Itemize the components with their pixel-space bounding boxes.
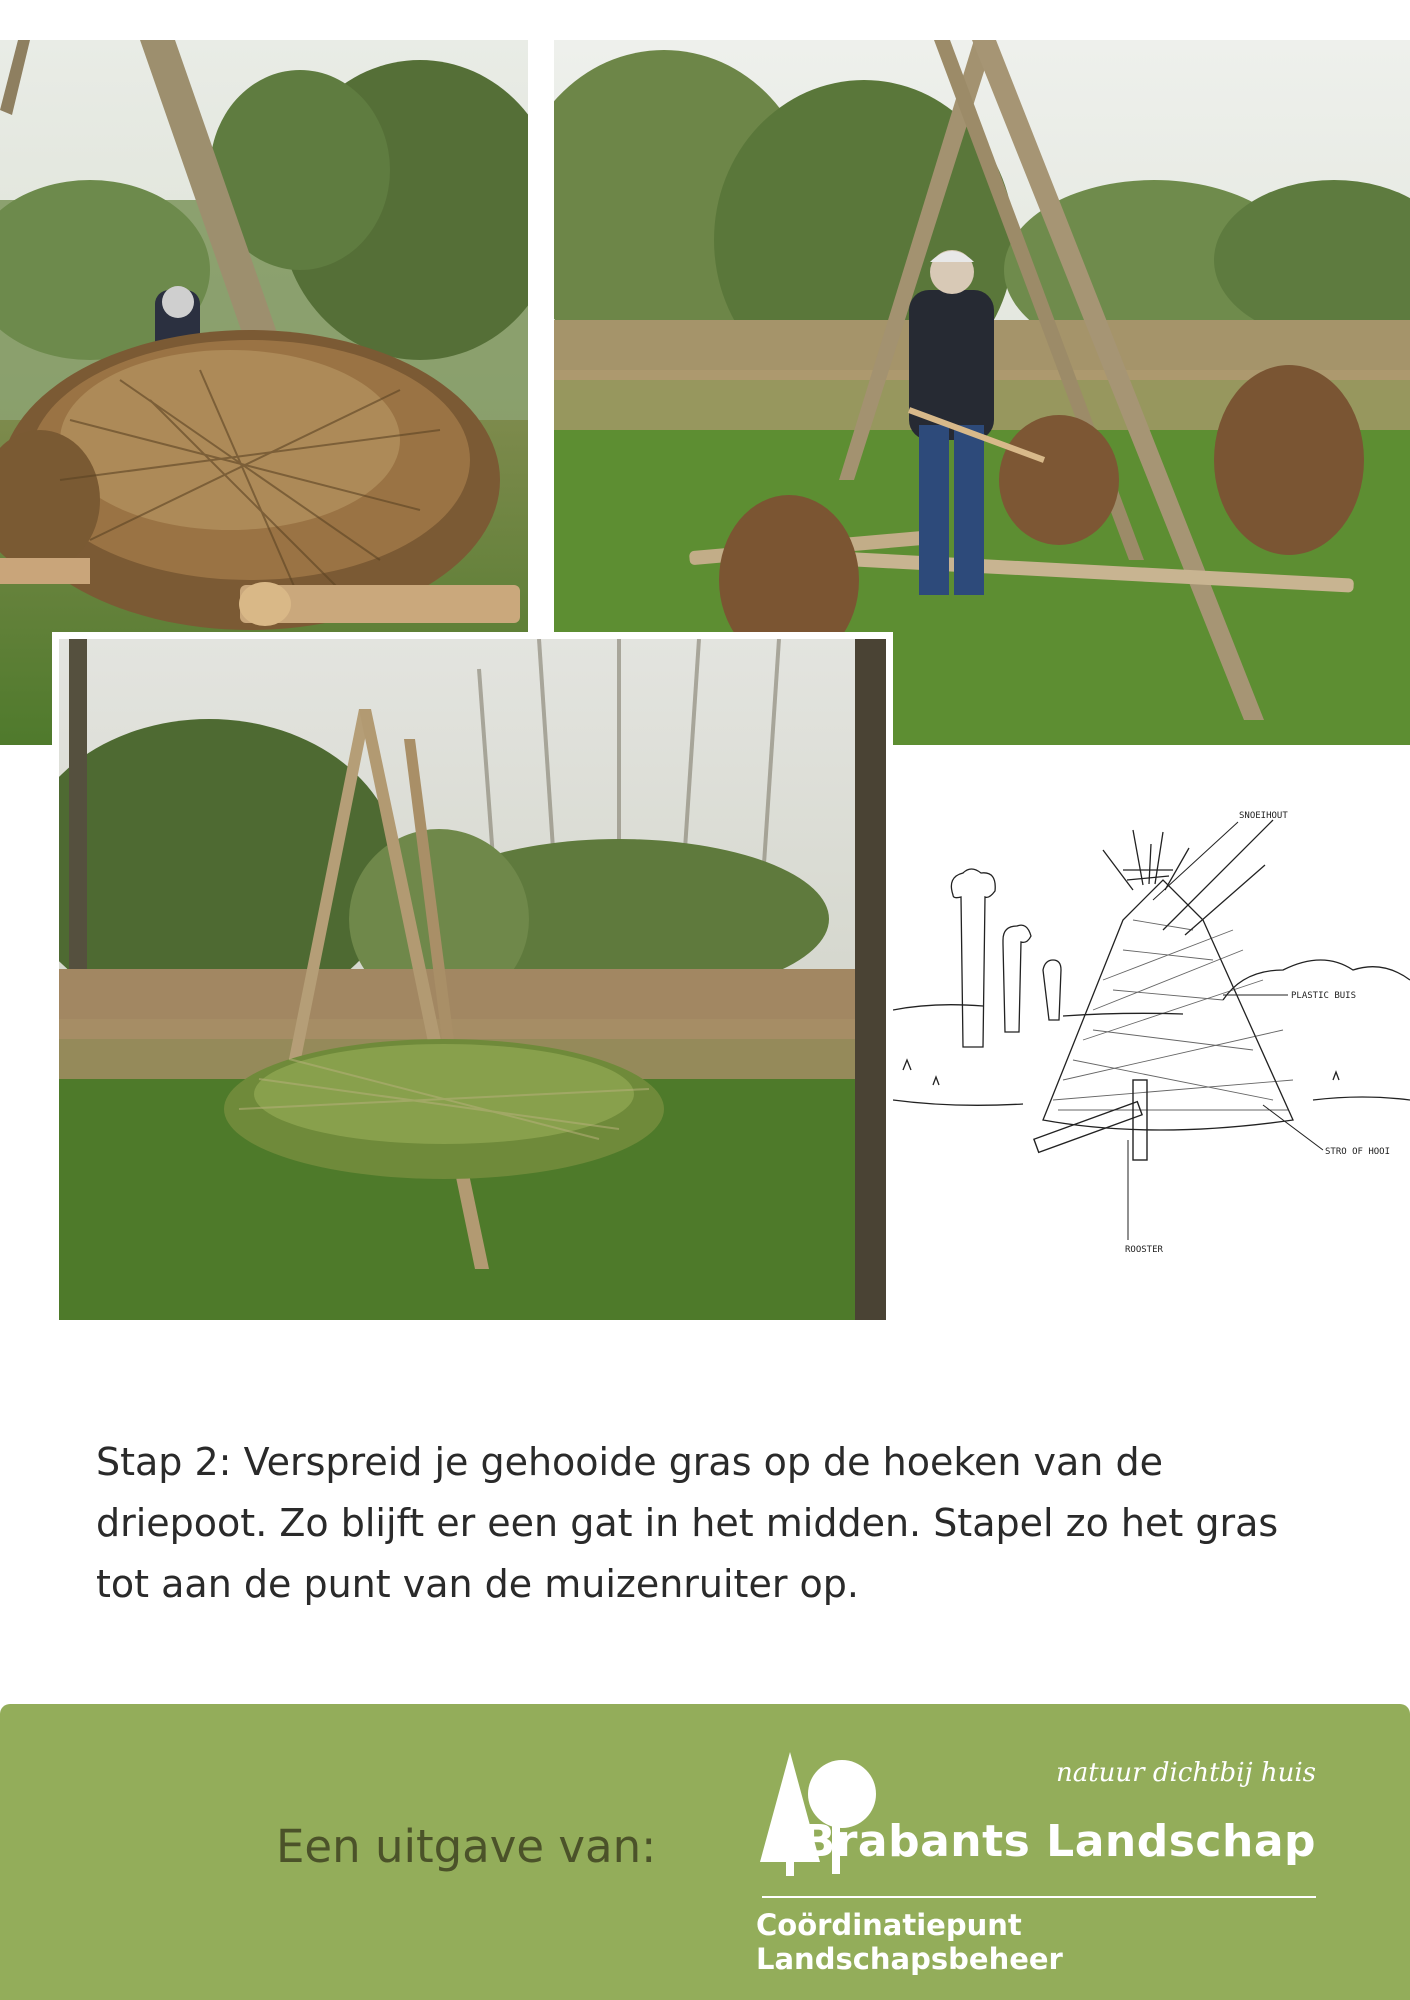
brabants-landschap-logo — [756, 1746, 1316, 1976]
sketch-label-stro-of-hooi: STRO OF HOOI — [1325, 1147, 1391, 1157]
publisher-label: Een uitgave van: — [276, 1820, 657, 1873]
sketch-label-rooster: ROOSTER — [1125, 1245, 1163, 1255]
sketch-muizenruiter-diagram — [893, 780, 1410, 1270]
sketch-label-snoeihout: SNOEIHOUT — [1239, 811, 1288, 821]
logo-name: Brabants Landschap — [801, 1816, 1316, 1867]
logo-subtitle: Coördinatiepunt Landschapsbeheer — [756, 1908, 1063, 1976]
logo-divider — [762, 1896, 1316, 1898]
step-instruction-text: Stap 2: Verspreid je gehooide gras op de hoeken van de driepoot. Zo blijft er een gat in het midden. Stapel zo het gras tot aan de punt van de muizenruiter op. — [96, 1440, 1279, 1606]
sketch-label-plastic-buis: PLASTIC BUIS — [1291, 991, 1357, 1001]
footer-banner — [0, 1704, 1410, 2000]
photo-grass-on-tripod — [52, 632, 893, 1327]
logo-tagline: natuur dichtbij huis — [1055, 1758, 1316, 1788]
